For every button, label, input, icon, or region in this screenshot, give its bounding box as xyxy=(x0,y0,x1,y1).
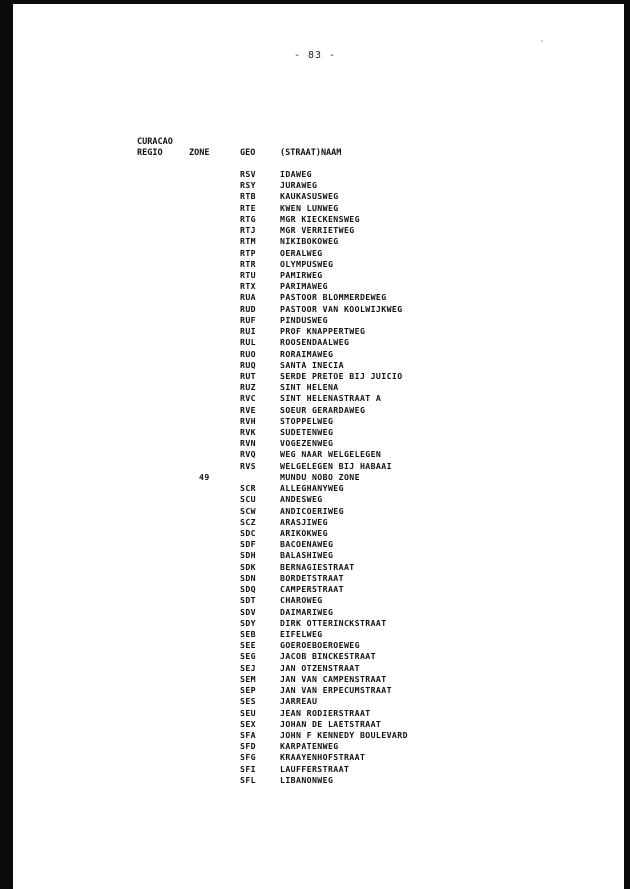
street-name: CAMPERSTRAAT xyxy=(280,584,344,595)
street-name: ANDICOERIWEG xyxy=(280,505,344,516)
column-header-zone: ZONE xyxy=(189,148,210,158)
list-item xyxy=(190,337,550,348)
street-name: VOGEZENWEG xyxy=(280,438,334,449)
geo-code: SDK xyxy=(240,561,256,572)
geo-code: RUL xyxy=(240,337,256,348)
street-name: ARIKOKWEG xyxy=(280,528,328,538)
geo-code: SEE xyxy=(240,640,256,651)
street-name: BORDETSTRAAT xyxy=(280,572,344,583)
street-name: KRAAYENHOFSTRAAT xyxy=(280,752,366,763)
geo-code: SES xyxy=(240,696,256,707)
list-item xyxy=(190,562,550,573)
scan-border-left xyxy=(0,0,13,889)
geo-code: RTR xyxy=(240,258,256,269)
list-item xyxy=(190,595,550,606)
list-item xyxy=(190,573,550,584)
list-item xyxy=(190,360,550,371)
geo-code: RUO xyxy=(240,348,256,359)
column-header-regio: REGIO xyxy=(137,148,163,158)
street-name: RORAIMAWEG xyxy=(280,348,334,359)
street-name: ANDESWEG xyxy=(280,494,323,505)
geo-code: RSY xyxy=(240,180,256,191)
region-title: CURACAO xyxy=(137,137,173,147)
street-name: OERALWEG xyxy=(280,247,323,258)
list-item xyxy=(190,550,550,561)
scan-speck xyxy=(541,40,543,42)
column-header-naam: (STRAAT)NAAM xyxy=(280,148,342,158)
geo-code: RTB xyxy=(240,191,256,202)
street-name: JAN VAN CAMPENSTRAAT xyxy=(280,673,387,684)
geo-code: RUQ xyxy=(240,359,256,370)
geo-code: RTM xyxy=(240,236,256,247)
list-item xyxy=(190,259,550,270)
geo-code: SFG xyxy=(240,752,256,763)
geo-code: RVC xyxy=(240,393,256,404)
street-name: SERDE PRETOE BIJ JUICIO xyxy=(280,370,403,381)
geo-code: SFI xyxy=(240,763,256,774)
geo-code: SFL xyxy=(240,774,256,785)
list-item xyxy=(190,225,550,236)
street-name: JAN OTZENSTRAAT xyxy=(280,662,360,673)
list-item xyxy=(190,169,550,180)
geo-code: SDH xyxy=(240,550,256,561)
list-item xyxy=(190,449,550,460)
list-item xyxy=(190,416,550,427)
street-name: SUDETENWEG xyxy=(280,427,334,438)
geo-code: SEM xyxy=(240,673,256,684)
street-name: OLYMPUSWEG xyxy=(280,258,334,269)
list-item xyxy=(190,640,550,651)
street-name: JACOB BINCKESTRAAT xyxy=(280,651,376,662)
geo-code: RUA xyxy=(240,292,256,303)
street-name: MGR VERRIETWEG xyxy=(280,225,355,236)
list-item xyxy=(190,629,550,640)
geo-code: RVN xyxy=(240,438,256,449)
list-item xyxy=(190,494,550,505)
geo-code: RTU xyxy=(240,269,256,280)
geo-code: RSV xyxy=(240,169,256,179)
street-name: JURAWEG xyxy=(280,180,318,191)
street-name: PASTOOR VAN KOOLWIJKWEG xyxy=(280,303,403,314)
scan-border-top xyxy=(0,0,630,4)
list-item xyxy=(190,236,550,247)
street-name: GOEROEBOEROEWEG xyxy=(280,640,360,651)
list-item xyxy=(190,371,550,382)
list-item xyxy=(190,203,550,214)
list-item xyxy=(190,191,550,202)
list-item xyxy=(190,618,550,629)
street-name: KARPATENWEG xyxy=(280,741,339,752)
geo-code: RUZ xyxy=(240,382,256,393)
list-item xyxy=(190,663,550,674)
street-name: JOHAN DE LAETSTRAAT xyxy=(280,718,382,729)
list-item xyxy=(190,719,550,730)
geo-code: SDT xyxy=(240,595,256,606)
street-name: STOPPELWEG xyxy=(280,415,334,426)
geo-code: RUF xyxy=(240,314,256,325)
street-name: IDAWEG xyxy=(280,169,312,179)
geo-code: SDQ xyxy=(240,584,256,595)
list-item xyxy=(190,539,550,550)
street-name: MUNDU NOBO ZONE xyxy=(280,471,360,482)
street-name: SINT HELENA xyxy=(280,382,339,393)
geo-code: RUI xyxy=(240,326,256,337)
list-item xyxy=(190,315,550,326)
geo-code: SEU xyxy=(240,707,256,718)
list-item xyxy=(190,517,550,528)
list-item xyxy=(190,281,550,292)
street-name: LAUFFERSTRAAT xyxy=(280,763,350,774)
column-header-geo: GEO xyxy=(240,148,256,158)
geo-code: RUT xyxy=(240,370,256,381)
geo-code: SCU xyxy=(240,494,256,505)
street-name: ALLEGHANYWEG xyxy=(280,483,344,494)
list-item xyxy=(190,248,550,259)
geo-code: RVK xyxy=(240,427,256,438)
geo-code: SEX xyxy=(240,718,256,729)
list-item xyxy=(190,349,550,360)
geo-code: SCW xyxy=(240,505,256,516)
list-item xyxy=(190,382,550,393)
geo-code: RUD xyxy=(240,303,256,314)
geo-code: SFA xyxy=(240,729,256,740)
street-name: SANTA INECIA xyxy=(280,359,344,370)
list-item xyxy=(190,584,550,595)
geo-code: SEG xyxy=(240,651,256,662)
street-name: MGR KIECKENSWEG xyxy=(280,213,360,224)
geo-code: SEB xyxy=(240,628,256,639)
street-name: PINDUSWEG xyxy=(280,314,328,325)
geo-code: RTJ xyxy=(240,225,256,236)
list-item xyxy=(190,775,550,786)
street-name: PROF KNAPPERTWEG xyxy=(280,326,366,337)
geo-code: SDF xyxy=(240,539,256,550)
list-item xyxy=(190,696,550,707)
street-name: ARASJIWEG xyxy=(280,516,328,527)
street-name: CHAROWEG xyxy=(280,595,323,606)
list-item xyxy=(190,651,550,662)
list-item xyxy=(190,393,550,404)
street-name: BACOENAWEG xyxy=(280,539,334,550)
geo-code: SEJ xyxy=(240,662,256,673)
list-item xyxy=(190,438,550,449)
list-item xyxy=(190,292,550,303)
list-item xyxy=(190,730,550,741)
list-item xyxy=(190,461,550,472)
list-item xyxy=(190,483,550,494)
street-name: NIKIBOKOWEG xyxy=(280,236,339,247)
geo-code: RVS xyxy=(240,460,256,471)
street-name: JOHN F KENNEDY BOULEVARD xyxy=(280,729,408,740)
street-name: KWEN LUNWEG xyxy=(280,202,339,213)
street-list xyxy=(190,169,550,786)
list-item xyxy=(190,270,550,281)
geo-code: RTG xyxy=(240,213,256,224)
street-name: BERNAGIESTRAAT xyxy=(280,561,355,572)
street-name: LIBANONWEG xyxy=(280,774,334,785)
list-item xyxy=(190,708,550,719)
geo-code: SCR xyxy=(240,483,256,494)
geo-code: SDC xyxy=(240,528,256,538)
geo-code: SDN xyxy=(240,572,256,583)
geo-code: RTE xyxy=(240,202,256,213)
geo-code: RVE xyxy=(240,404,256,415)
list-item xyxy=(190,506,550,517)
street-name: BALASHIWEG xyxy=(280,550,334,561)
street-name: WEG NAAR WELGELEGEN xyxy=(280,449,382,460)
list-item xyxy=(190,304,550,315)
list-item xyxy=(190,427,550,438)
list-item xyxy=(190,741,550,752)
street-name: PARIMAWEG xyxy=(280,281,328,292)
street-name: KAUKASUSWEG xyxy=(280,191,339,202)
geo-code: RTP xyxy=(240,247,256,258)
street-name: EIFELWEG xyxy=(280,628,323,639)
street-name: PAMIRWEG xyxy=(280,269,323,280)
list-item xyxy=(190,685,550,696)
street-name: JAN VAN ERPECUMSTRAAT xyxy=(280,685,392,696)
list-item xyxy=(190,472,550,483)
list-item xyxy=(190,214,550,225)
street-name: DIRK OTTERINCKSTRAAT xyxy=(280,617,387,628)
geo-code: SFD xyxy=(240,741,256,752)
street-name: JEAN RODIERSTRAAT xyxy=(280,707,371,718)
list-item xyxy=(190,180,550,191)
street-name: ROOSENDAALWEG xyxy=(280,337,350,348)
geo-code: RVH xyxy=(240,415,256,426)
geo-code: SDY xyxy=(240,617,256,628)
page-number: - 83 - xyxy=(293,50,337,61)
list-item xyxy=(190,405,550,416)
list-item xyxy=(190,752,550,763)
list-item xyxy=(190,528,550,539)
geo-code: SEP xyxy=(240,685,256,696)
street-name: JARREAU xyxy=(280,696,318,707)
list-item xyxy=(190,607,550,618)
scan-border-right xyxy=(624,0,630,889)
list-item xyxy=(190,326,550,337)
geo-code: SCZ xyxy=(240,516,256,527)
list-item xyxy=(190,674,550,685)
street-name: PASTOOR BLOMMERDEWEG xyxy=(280,292,387,303)
list-item xyxy=(190,764,550,775)
zone-code: 49 xyxy=(199,471,210,482)
street-name: DAIMARIWEG xyxy=(280,606,334,617)
street-name: WELGELEGEN BIJ HABAAI xyxy=(280,460,392,471)
street-name: SOEUR GERARDAWEG xyxy=(280,404,366,415)
street-name: SINT HELENASTRAAT A xyxy=(280,393,382,404)
geo-code: RTX xyxy=(240,281,256,292)
geo-code: SDV xyxy=(240,606,256,617)
geo-code: RVQ xyxy=(240,449,256,460)
